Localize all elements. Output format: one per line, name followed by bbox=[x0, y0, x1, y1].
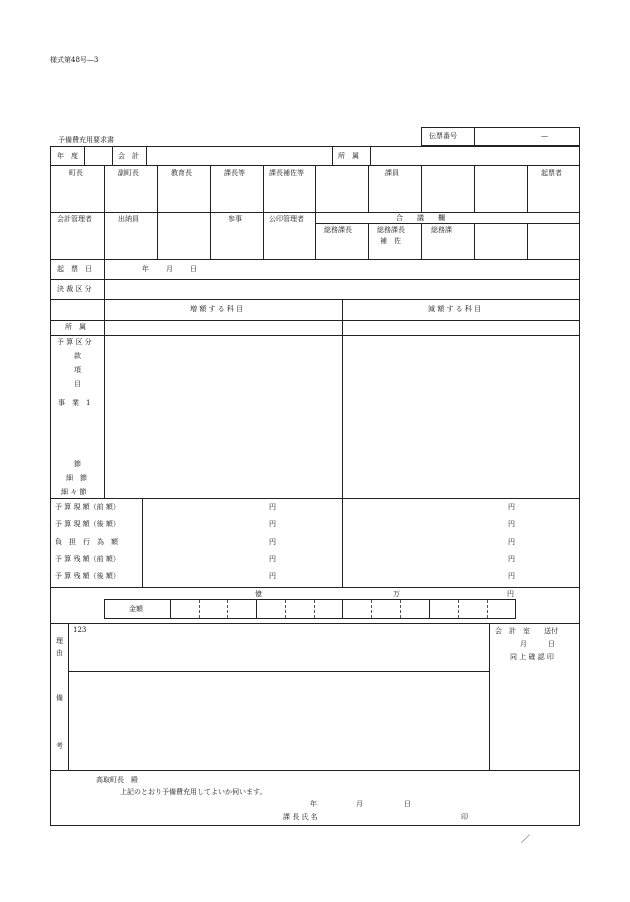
amount-row-remaining-before: 予 算 残 額（前 額） bbox=[55, 555, 120, 563]
approver-cashier: 出納員 bbox=[118, 215, 139, 223]
council-general-affairs-chief: 総務課長 bbox=[324, 226, 352, 234]
yen-inc-2: 円 bbox=[269, 520, 276, 528]
form-number: 様式第48号—3 bbox=[50, 56, 99, 64]
approver-deputy-mayor: 副町長 bbox=[118, 169, 139, 177]
approver-accounting-manager: 会計管理者 bbox=[57, 215, 92, 223]
reason-label-top: 理 bbox=[56, 637, 63, 645]
affiliation-label: 所 属 bbox=[65, 323, 86, 331]
seal-mark: 印 bbox=[461, 813, 468, 821]
dept-label: 所 属 bbox=[338, 152, 359, 160]
chief-name-label: 課 長 氏 名 bbox=[283, 813, 318, 821]
approver-staff: 課員 bbox=[385, 169, 399, 177]
remarks-label-bottom: 考 bbox=[56, 742, 63, 750]
approver-mayor: 町長 bbox=[69, 169, 83, 177]
budget-class-saisaisetsu: 細 々 節 bbox=[61, 488, 87, 496]
council-general-affairs-chief-2: 総務課長 bbox=[377, 226, 405, 234]
draft-date-day: 日 bbox=[190, 265, 197, 273]
reason-label-bottom: 由 bbox=[56, 649, 63, 657]
yen-inc-1: 円 bbox=[269, 503, 276, 511]
stray-mark: ／ bbox=[521, 835, 531, 845]
approver-assistant-chief: 課長補佐等 bbox=[269, 169, 304, 177]
request-year: 年 bbox=[310, 800, 317, 808]
unit-oku: 億 bbox=[255, 590, 262, 598]
addressee: 高取町長 殿 bbox=[96, 776, 138, 784]
amount-row-current-after: 予 算 現 額（後 額） bbox=[55, 520, 120, 528]
approver-superintendent: 教育長 bbox=[171, 169, 192, 177]
budget-class-kan: 款 bbox=[74, 352, 81, 360]
council-assistant: 補 佐 bbox=[380, 237, 401, 245]
draft-date-month: 月 bbox=[166, 265, 173, 273]
form-title: 予備費充用要求書 bbox=[58, 136, 114, 144]
yen-dec-3: 円 bbox=[508, 538, 515, 546]
approver-seal-manager: 公印管理者 bbox=[269, 215, 304, 223]
yen-inc-4: 円 bbox=[269, 555, 276, 563]
budget-class-kou: 項 bbox=[74, 366, 81, 374]
year-label: 年 度 bbox=[57, 152, 78, 160]
budget-class-project: 事 業 1 bbox=[58, 399, 91, 407]
amount-box bbox=[104, 599, 516, 619]
increase-subject-header: 増 額 す る 科 目 bbox=[190, 305, 244, 313]
amount-row-remaining-after: 予 算 残 額（後 額） bbox=[55, 572, 120, 580]
approver-drafter: 起票者 bbox=[541, 169, 562, 177]
council-label: 合 議 欄 bbox=[396, 214, 445, 222]
budget-class-saisetsu: 細 節 bbox=[66, 474, 87, 482]
council-general-affairs: 総務課 bbox=[431, 226, 452, 234]
decrease-subject-header: 減 額 す る 科 目 bbox=[428, 305, 482, 313]
draft-date-label: 起 票 日 bbox=[57, 265, 92, 273]
yen-dec-4: 円 bbox=[508, 555, 515, 563]
yen-dec-2: 円 bbox=[508, 520, 515, 528]
approver-section-chief: 課長等 bbox=[224, 169, 245, 177]
accounting-confirm-seal: 同 上 確 認 印 bbox=[510, 653, 554, 661]
request-month: 月 bbox=[356, 800, 363, 808]
yen-dec-5: 円 bbox=[508, 572, 515, 580]
remarks-label-top: 備 bbox=[56, 694, 63, 702]
slip-number-value: — bbox=[541, 132, 548, 140]
reason-value: 123 bbox=[73, 626, 87, 634]
yen-inc-5: 円 bbox=[269, 572, 276, 580]
accounting-date: 月 日 bbox=[520, 640, 555, 648]
decision-label: 決 裁 区 分 bbox=[57, 285, 92, 293]
amount-row-obligation: 負 担 行 為 額 bbox=[55, 538, 118, 546]
account-label: 会 計 bbox=[118, 152, 139, 160]
budget-class-label: 予 算 区 分 bbox=[57, 338, 92, 346]
amount-row-current-before: 予 算 現 額（前 額） bbox=[55, 503, 120, 511]
draft-date-year: 年 bbox=[142, 265, 149, 273]
accounting-send: 会 計 室 送付 bbox=[495, 627, 558, 635]
budget-class-moku: 目 bbox=[74, 380, 81, 388]
unit-man: 万 bbox=[393, 590, 400, 598]
request-day: 日 bbox=[404, 800, 411, 808]
slip-number-label: 伝票番号 bbox=[429, 132, 457, 140]
request-text: 上記のとおり予備費充用してよいか伺います。 bbox=[120, 788, 267, 796]
amount-label: 金額 bbox=[129, 605, 143, 613]
yen-inc-3: 円 bbox=[269, 538, 276, 546]
unit-yen: 円 bbox=[507, 590, 514, 598]
yen-dec-1: 円 bbox=[508, 503, 515, 511]
budget-class-setsu: 節 bbox=[74, 460, 81, 468]
approver-councilor: 参事 bbox=[228, 215, 242, 223]
